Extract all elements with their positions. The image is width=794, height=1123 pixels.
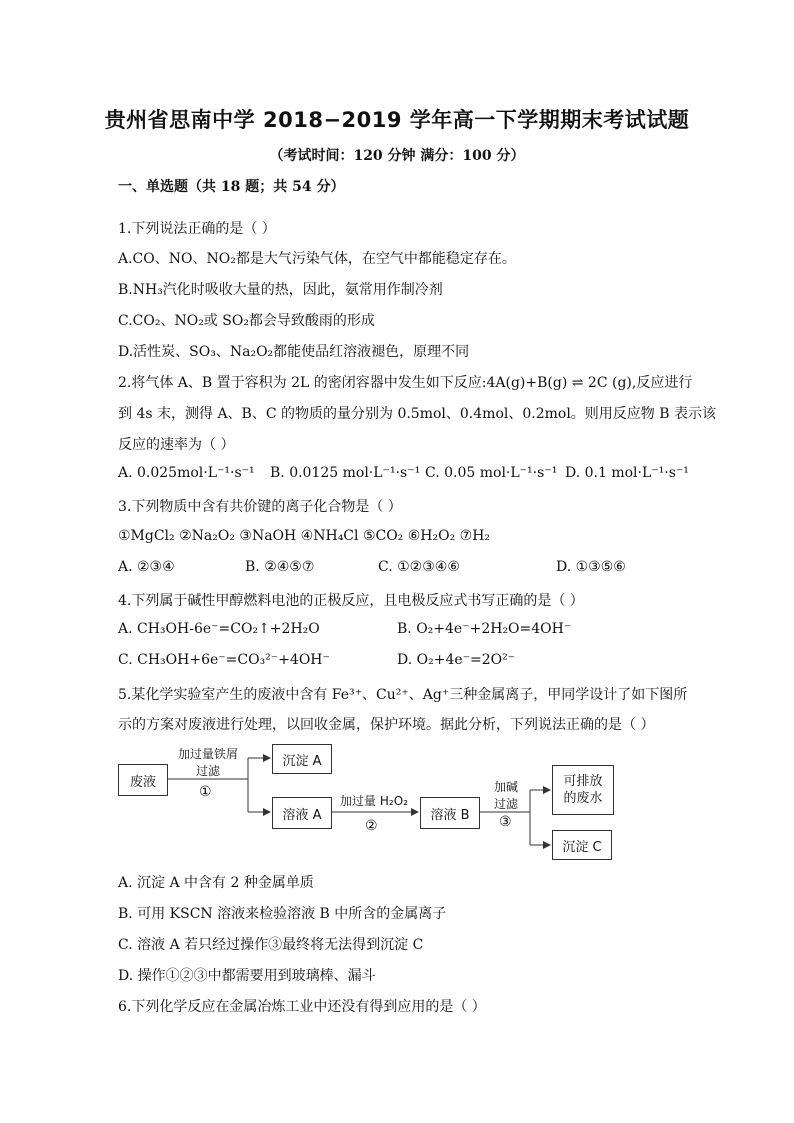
q1-option-b: B.NH₃汽化时吸收大量的热，因此，氨常用作制冷剂 xyxy=(118,282,443,298)
q4-option-c: C. CH₃OH+6e⁻=CO₃²⁻+4OH⁻ xyxy=(118,652,330,668)
step3-number: ③ xyxy=(499,814,512,830)
solution-b-box: 溶液 B xyxy=(420,797,480,829)
page-title: 贵州省思南中学 2018−2019 学年高一下学期期末考试试题 xyxy=(104,108,690,132)
q4-stem: 4.下列属于碱性甲醇燃料电池的正极反应，且电极反应式书写正确的是（ ） xyxy=(118,593,584,609)
step2-reagent: 加过量 H₂O₂ xyxy=(340,794,408,808)
precipitate-a-box: 沉淀 A xyxy=(272,744,332,774)
q3-substances: ①MgCl₂ ②Na₂O₂ ③NaOH ④NH₄Cl ⑤CO₂ ⑥H₂O₂ ⑦H₂ xyxy=(118,528,491,544)
q5-option-c: C. 溶液 A 若只经过操作③最终将无法得到沉淀 C xyxy=(118,937,424,953)
step2-number: ② xyxy=(365,818,378,834)
precipitate-c-box: 沉淀 C xyxy=(552,830,612,860)
q4-option-d: D. O₂+4e⁻=2O²⁻ xyxy=(397,652,516,668)
q5-option-d: D. 操作①②③中都需要用到玻璃棒、漏斗 xyxy=(118,968,376,984)
step3-operation: 过滤 xyxy=(493,797,518,811)
step1-reagent: 加过量铁屑 xyxy=(177,747,238,761)
q3-stem: 3.下列物质中含有共价键的离子化合物是（ ） xyxy=(118,499,402,515)
q2-stem-line3: 反应的速率为（ ） xyxy=(118,437,235,453)
q4-option-b: B. O₂+4e⁻+2H₂O=4OH⁻ xyxy=(397,621,572,637)
q2-option-a: A. 0.025mol·L⁻¹·s⁻¹ xyxy=(118,465,255,481)
q2-option-c: C. 0.05 mol·L⁻¹·s⁻¹ xyxy=(425,465,558,481)
q5-option-a: A. 沉淀 A 中含有 2 种金属单质 xyxy=(118,875,314,891)
q4-option-a: A. CH₃OH-6e⁻=CO₂↑+2H₂O xyxy=(118,621,320,637)
q3-option-a: A. ②③④ xyxy=(118,559,175,575)
q1-option-a: A.CO、NO、NO₂都是大气污染气体，在空气中都能稳定存在。 xyxy=(118,251,516,267)
exam-info: （考试时间：120 分钟 满分：100 分） xyxy=(269,148,525,164)
solution-a-box: 溶液 A xyxy=(272,797,332,829)
q5-stem-line1: 5.某化学实验室产生的废液中含有 Fe³⁺、Cu²⁺、Ag⁺三种金属离子，甲同学设计了如下图所 xyxy=(118,687,688,703)
q3-option-d: D. ①③⑤⑥ xyxy=(556,559,626,575)
discharge-line2: 的废水 xyxy=(563,791,603,806)
q1-option-c: C.CO₂、NO₂或 SO₂都会导致酸雨的形成 xyxy=(118,313,375,329)
step3-reagent: 加碱 xyxy=(493,780,518,794)
waste-box: 废液 xyxy=(118,764,168,796)
discharge-water-box xyxy=(552,765,614,815)
q2-option-b: B. 0.0125 mol·L⁻¹·s⁻¹ xyxy=(270,465,421,481)
q1-option-d: D.活性炭、SO₃、Na₂O₂都能使品红溶液褪色，原理不同 xyxy=(118,344,470,360)
q1-stem: 1.下列说法正确的是（ ） xyxy=(118,221,276,237)
q2-stem-line2: 到 4s 末，测得 A、B、C 的物质的量分别为 0.5mol、0.4mol、0.2mol。则用反应物 B 表示该 xyxy=(118,406,716,422)
q6-stem: 6.下列化学反应在金属冶炼工业中还没有得到应用的是（ ） xyxy=(118,999,486,1015)
step1-operation: 过滤 xyxy=(195,764,220,778)
q2-stem-line1: 2.将气体 A、B 置于容积为 2L 的密闭容器中发生如下反应:4A(g)+B(g) ⇌ 2C (g),反应进行 xyxy=(118,375,693,391)
discharge-line1: 可排放 xyxy=(563,774,603,789)
q3-option-b: B. ②④⑤⑦ xyxy=(245,559,315,575)
step1-number: ① xyxy=(199,784,212,800)
q5-stem-line2: 示的方案对废液进行处理，以回收金属，保护环境。据此分析，下列说法正确的是（ ） xyxy=(118,717,655,733)
q2-option-d: D. 0.1 mol·L⁻¹·s⁻¹ xyxy=(565,465,689,481)
q3-option-c: C. ①②③④⑥ xyxy=(378,559,460,575)
q5-option-b: B. 可用 KSCN 溶液来检验溶液 B 中所含的金属离子 xyxy=(118,906,447,922)
section-heading: 一、单选题（共 18 题；共 54 分） xyxy=(118,179,345,195)
